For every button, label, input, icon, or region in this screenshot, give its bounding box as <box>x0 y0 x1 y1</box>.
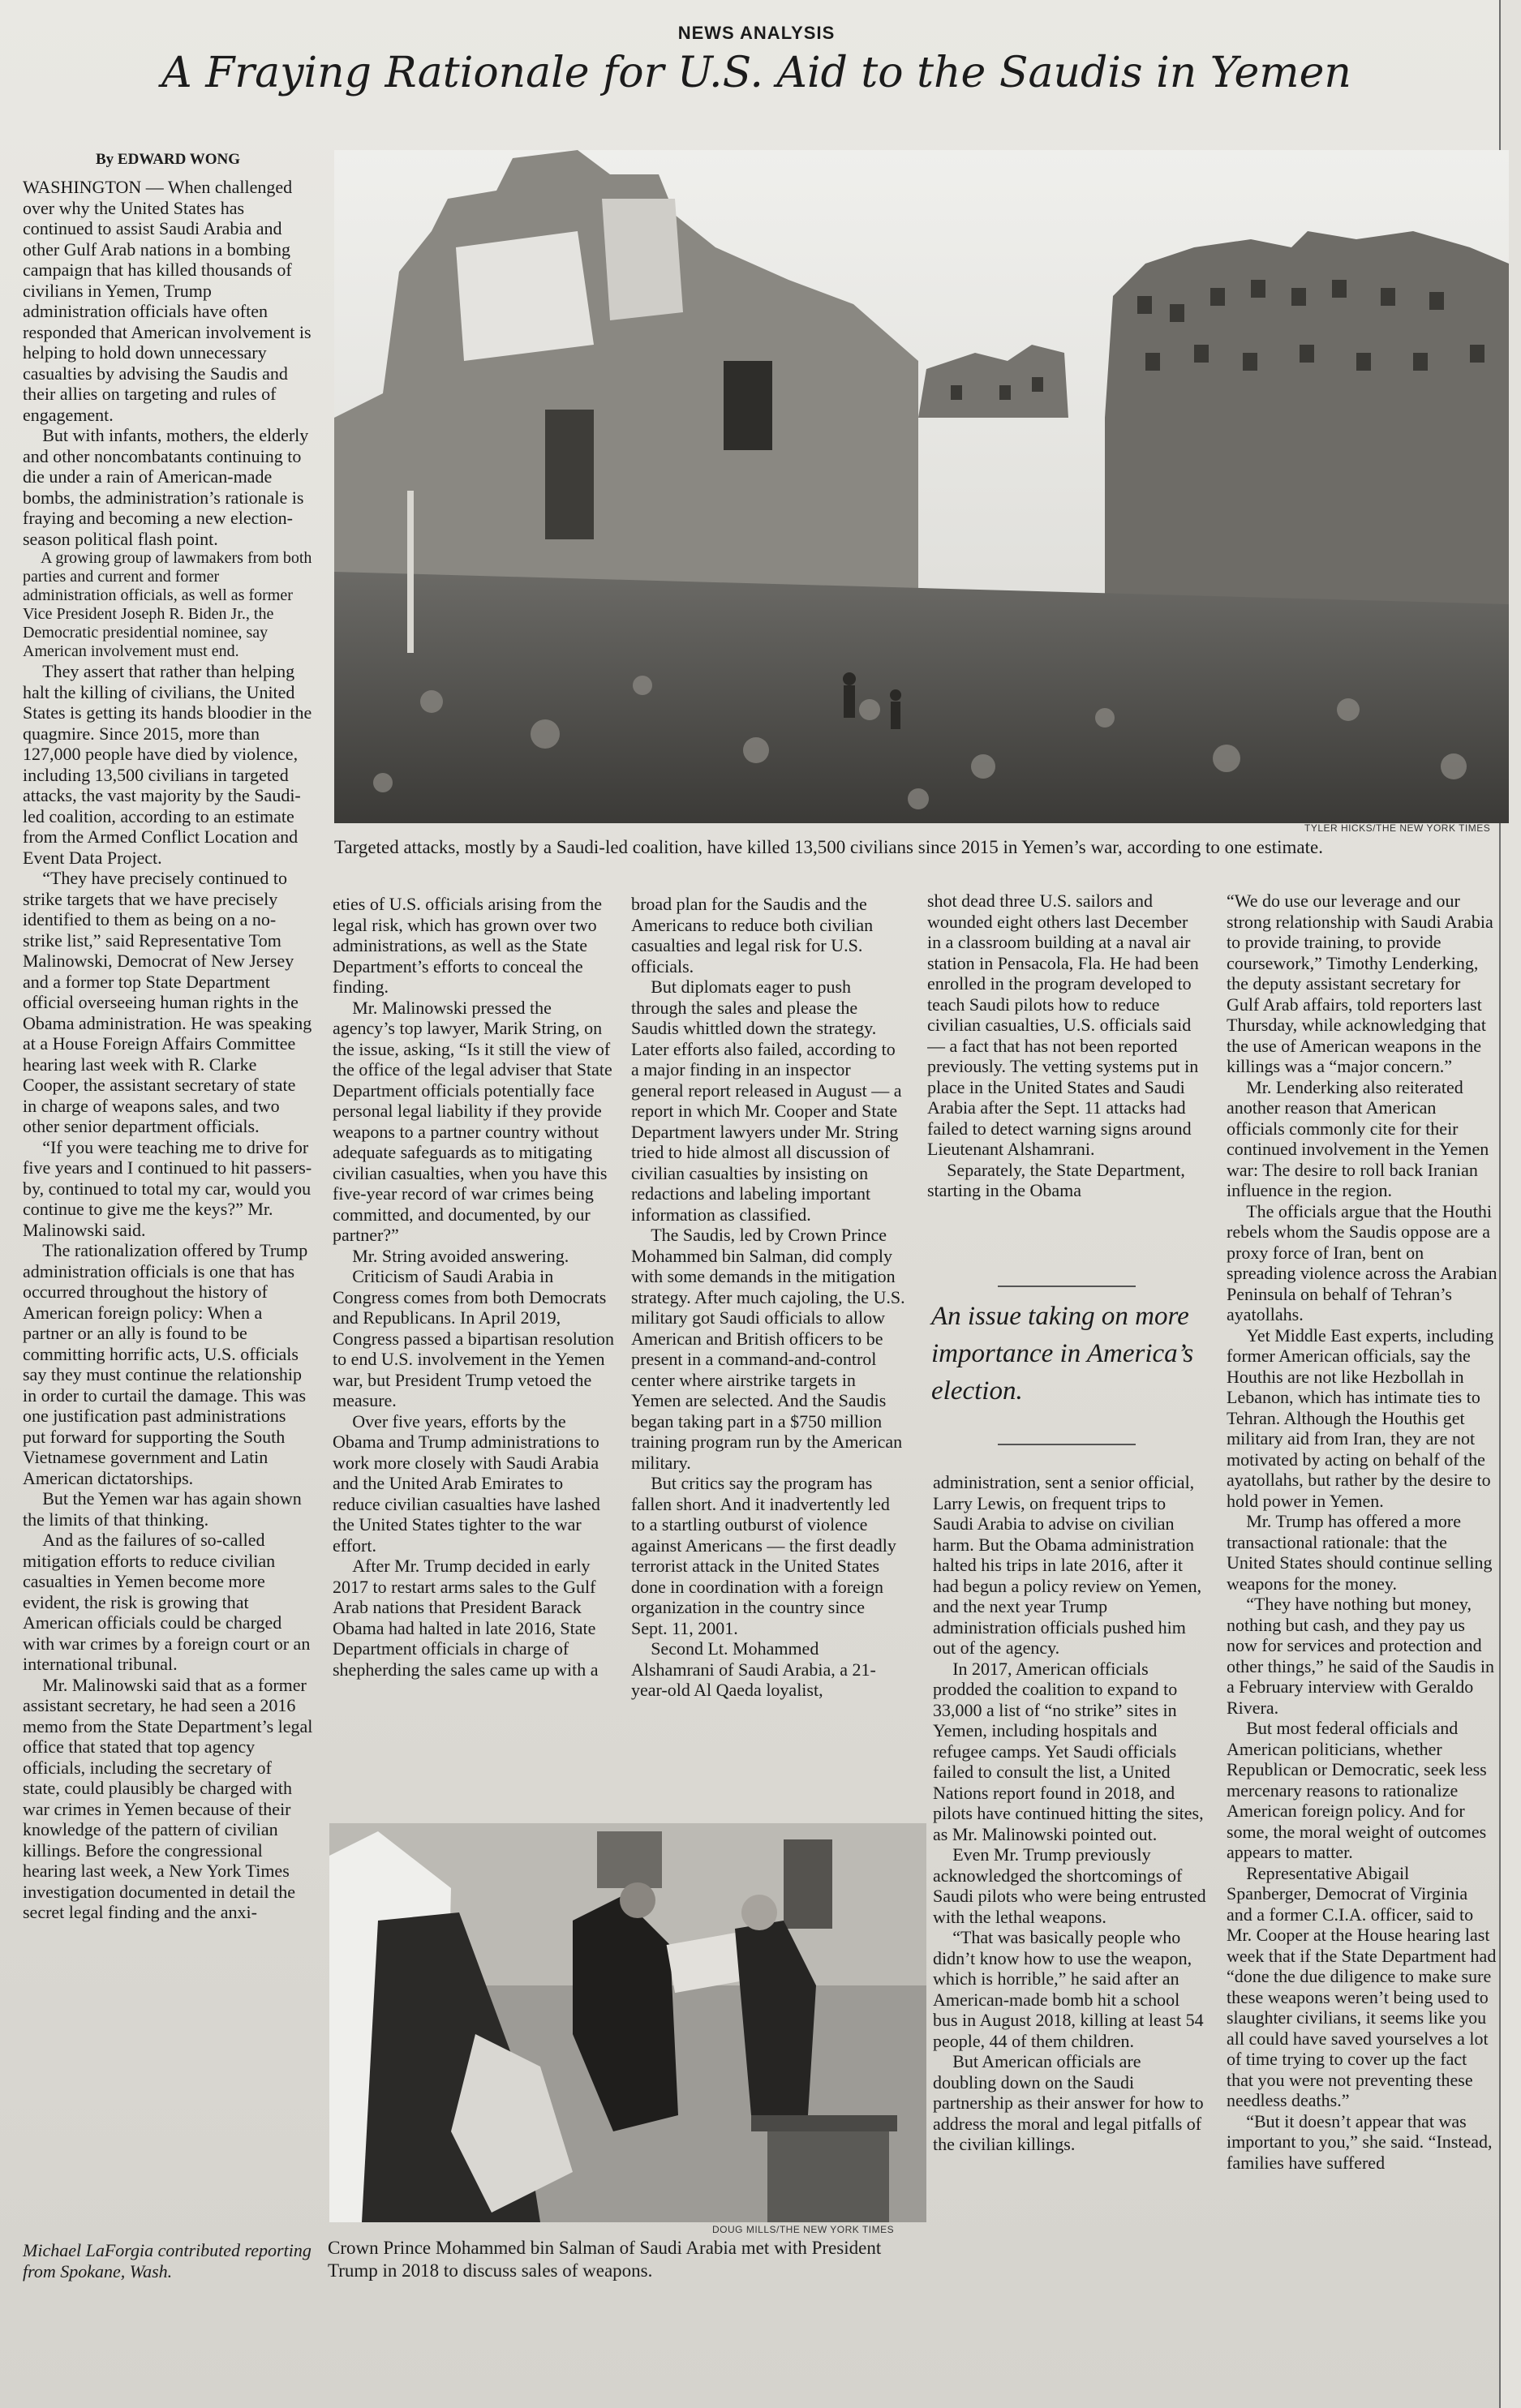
paragraph: But with infants, mothers, the elderly and other noncombatants continuing to die under a rain of American-made bombs, the administration’s rationale is fraying and becoming a new election-season political flash point. <box>23 425 309 549</box>
pull-quote-rule-top <box>998 1286 1136 1287</box>
paragraph: Yet Middle East experts, including former American officials, say the Houthis are not like Hezbollah in Lebanon, which has intimate ties to Tehran. Although the Houthis get military aid from Iran, they are not motivated by acting on behalf of the ayatollahs, but rather by the desire to hold power in Yemen. <box>1227 1324 1494 1511</box>
paragraph: Even Mr. Trump previously acknowledged the shortcomings of Saudi pilots who were being entrusted with the lethal weapons. <box>933 1844 1206 1927</box>
paragraph: Mr. Lenderking also reiterated another reason that American officials commonly cite for their continued involvement in the Yemen war: The desire to roll back Iranian influence in the region. <box>1227 1076 1489 1200</box>
paragraph: “They have precisely continued to strike targets that we have precisely identified to them as being on a no-strike list,” said Representative Tom Malinowski, Democrat of New Jersey and a former top State Department official overseeing human rights in the Obama administration. He was speaking at a House Foreign Affairs Committee hearing last week with R. Clarke Cooper, the assistant secretary of state in charge of weapons sales, and two other senior department officials. <box>23 868 312 1136</box>
paragraph: Second Lt. Mohammed Alshamrani of Saudi Arabia, a 21-year-old Al Qaeda loyalist, <box>631 1638 876 1700</box>
paragraph: Mr. String avoided answering. <box>352 1245 569 1266</box>
paragraph: But critics say the program has fallen short. And it inadvertently led to a startling outburst of violence against Americans — the first deadly terrorist attack in the United States done in coordination with a foreign organization in the country since Sept. 11, 2001. <box>631 1473 896 1638</box>
small-photo-caption: Crown Prince Mohammed bin Salman of Saudi Arabia met with President Trump in 2018 to discuss sales of weapons. <box>328 2238 882 2281</box>
paragraph: “They have nothing but money, nothing but cash, and they pay us now for services and protection and other things,” he said of the Saudis in a February interview with Geraldo Rivera. <box>1227 1594 1494 1718</box>
pull-quote-rule-bottom <box>998 1444 1136 1445</box>
paragraph: The Saudis, led by Crown Prince Mohammed bin Salman, did comply with some demands in the mitigation strategy. After much cajoling, the U.S. military got Saudi officials to allow American and British officers to be present in a command-and-control center where airstrike targets in Yemen are selected. And the Saudis began taking part in a $750 million training program run by the American military. <box>631 1225 905 1473</box>
main-photo-credit: TYLER HICKS/THE NEW YORK TIMES <box>1304 822 1491 834</box>
contributor-note: Michael LaForgia contributed reporting from Spokane, Wash. <box>23 2240 312 2281</box>
main-photo-caption: Targeted attacks, mostly by a Saudi-led coalition, have killed 13,500 civilians since 2015 in Yemen’s war, according to one estimate. <box>334 837 1323 857</box>
paragraph: But American officials are doubling down on the Saudi partnership as their answer for how to address the moral and legal pitfalls of the civilian killings. <box>933 2051 1204 2154</box>
paragraph: WASHINGTON — When challenged over why the United States has continued to assist Saudi Arabia and other Gulf Arab nations in a bombing campaign that has killed thousands of civilians in Yemen, Trump administration officials have often responded that American involvement is helping to hold down unnecessary casualties by advising the Saudis and their allies on targeting and rules of engagement. <box>23 177 312 425</box>
paragraph: Mr. Trump has offered a more transactional rationale: that the United States should continue selling weapons for the money. <box>1227 1511 1493 1594</box>
article-column-3 <box>631 894 905 1810</box>
article-column-4-bottom <box>933 1472 1207 2316</box>
paragraph: The rationalization offered by Trump administration officials is one that has occurred throughout the history of American foreign policy: When a partner or an ally is found to be committing horrific acts, U.S. officials say they must continue the relationship in order to curtail the damage. This was one justification past administrations put forward for supporting the South Vietnamese government and Latin American dictatorships. <box>23 1240 308 1488</box>
paragraph: broad plan for the Saudis and the Americans to reduce both civilian casualties and legal risk for U.S. officials. <box>631 894 874 977</box>
paragraph: Criticism of Saudi Arabia in Congress comes from both Democrats and Republicans. In April 2019, Congress passed a bipartisan resolution to end U.S. involvement in the Yemen war, but President Trump vetoed the measure. <box>333 1266 615 1410</box>
paragraph: But most federal officials and American politicians, whether Republican or Democratic, seek less mercenary reasons to rationalize American foreign policy. And for some, the moral weight of outcomes appears to matter. <box>1227 1718 1487 1862</box>
paragraph: And as the failures of so-called mitigation efforts to reduce civilian casualties in Yemen become more evident, the risk is growing that American officials could be charged with war crimes by a foreign court or an international tribunal. <box>23 1530 311 1674</box>
paragraph: “But it doesn’t appear that was important to you,” she said. “Instead, families have suffered <box>1227 2110 1493 2173</box>
article-column-4-top <box>927 891 1201 1256</box>
article-column-2 <box>333 894 615 1810</box>
paragraph: “If you were teaching me to drive for five years and I continued to hit passers-by, continued to total my car, would you continue to give me the keys?” Mr. Malinowski said. <box>23 1136 312 1240</box>
paragraph: In 2017, American officials prodded the coalition to expand to 33,000 a list of “no strike” sites in Yemen, including hospitals and refugee camps. Yet Saudi officials failed to consult the list, a United Nations report found in 2018, and pilots have continued hitting the sites, as Mr. Malinowski pointed out. <box>933 1658 1204 1844</box>
small-photo-credit: DOUG MILLS/THE NEW YORK TIMES <box>712 2224 895 2235</box>
paragraph: After Mr. Trump decided in early 2017 to restart arms sales to the Gulf Arab nations that President Barack Obama had halted in late 2016, State Department officials in charge of shepherding the sales came up with a <box>333 1556 599 1680</box>
paragraph: But diplomats eager to push through the sales and please the Saudis whittled down the strategy. Later efforts also failed, according to a major finding in an inspector general report released in August — a report in which Mr. Cooper and State Department lawyers under Mr. String tried to hide almost all discussion of civilian casualties by insisting on redactions and labeling important information as classified. <box>631 977 902 1225</box>
paragraph: eties of U.S. officials arising from the legal risk, which has grown over two administrations, as well as the State Department’s efforts to conceal the finding. <box>333 894 602 997</box>
paragraph: Representative Abigail Spanberger, Democrat of Virginia and a former C.I.A. officer, said to Mr. Cooper at the House hearing last week that if the State Department had “done the due diligence to make sure these weapons weren’t being used to slaughter civilians, it seems like you all could have saved yourselves a lot of time trying to cover up the fact that you were not preventing these needless deaths.” <box>1227 1862 1497 2110</box>
paragraph: The officials argue that the Houthi rebels whom the Saudis oppose are a proxy force of Iran, bent on spreading violence across the Arabian Peninsula on behalf of Tehran’s ayatollahs. <box>1227 1200 1497 1324</box>
paragraph: “That was basically people who didn’t know how to use the weapon, which is horrible,” he said after an American-made bomb hit a school bus in August 2018, killing at least 54 people, 44 of them children. <box>933 1927 1204 2051</box>
main-photo-yemen-ruins <box>334 150 1509 823</box>
paragraph: “We do use our leverage and our strong relationship with Saudi Arabia to provide training, to provide coursework,” Timothy Lenderking, the deputy assistant secretary for Gulf Arab affairs, told reporters last Thursday, while acknowledging that the use of American weapons in the killings was a “major concern.” <box>1227 891 1493 1076</box>
paragraph: They assert that rather than helping halt the killing of civilians, the United States is getting its hands bloodier in the quagmire. Since 2015, more than 127,000 people have died by violence, including 13,500 civilians in targeted attacks, the vast majority by the Saudi-led coalition, according to an estimate from the Armed Conflict Location and Event Data Project. <box>23 661 312 868</box>
oval-office-graphic <box>329 1823 926 2222</box>
article-column-5 <box>1227 891 1497 2286</box>
paragraph: A growing group of lawmakers from both parties and current and former administration officials, as well as former Vice President Joseph R. Biden Jr., the Democratic presidential nominee, say American involvement must end. <box>23 549 312 660</box>
ruins-photo-graphic <box>334 150 1509 823</box>
paragraph: Over five years, efforts by the Obama and Trump administrations to work more closely with Saudi Arabia and the United Arab Emirates to reduce civilian casualties have lashed the United States tighter to the war effort. <box>333 1410 600 1556</box>
pull-quote: An issue taking on more importance in America’s election. <box>931 1302 1194 1406</box>
section-kicker: NEWS ANALYSIS <box>677 23 836 43</box>
article-column-1 <box>23 177 313 2221</box>
oval-office-photo <box>329 1823 926 2222</box>
headline: A Fraying Rationale for U.S. Aid to the Saudis in Yemen <box>161 49 1351 97</box>
paragraph: administration, sent a senior official, Larry Lewis, on frequent trips to Saudi Arabia to advise on civilian harm. But the Obama administration halted his trips in late 2016, after it had begun a policy review on Yemen, and the next year Trump administration officials pushed him out of the agency. <box>933 1472 1202 1658</box>
paragraph: shot dead three U.S. sailors and wounded eight others last December in a classroom building at a naval air station in Pensacola, Fla. He had been enrolled in the program developed to teach Saudi pilots how to reduce civilian casualties, U.S. officials said — a fact that has not been reported previously. The vetting systems put in place in the United States and Saudi Arabia after the Sept. 11 attacks had failed to detect warning signs around Lieutenant Alshamrani. <box>927 891 1199 1159</box>
paragraph: But the Yemen war has again shown the limits of that thinking. <box>23 1488 302 1530</box>
paragraph: Mr. Malinowski said that as a former assistant secretary, he had seen a 2016 memo from the State Department’s legal office that stated that top agency officials, including the secretary of state, could plausibly be charged with war crimes in Yemen because of their knowledge of the pattern of civilian killings. Before the congressional hearing last week, a New York Times investigation documented in detail the secret legal finding and the anxi- <box>23 1674 313 1922</box>
paragraph: Mr. Malinowski pressed the agency’s top lawyer, Marik String, on the issue, asking, “Is it still the view of the office of the legal adviser that State Department officials potentially face personal legal liability if they provide weapons to a partner country without adequate safeguards as to mitigating civilian casualties, when you have this five-year record of war crimes being committed, and documented, by our partner?” <box>333 997 612 1245</box>
byline: By EDWARD WONG <box>96 151 241 168</box>
paragraph: Separately, the State Department, starting in the Obama <box>927 1159 1185 1200</box>
